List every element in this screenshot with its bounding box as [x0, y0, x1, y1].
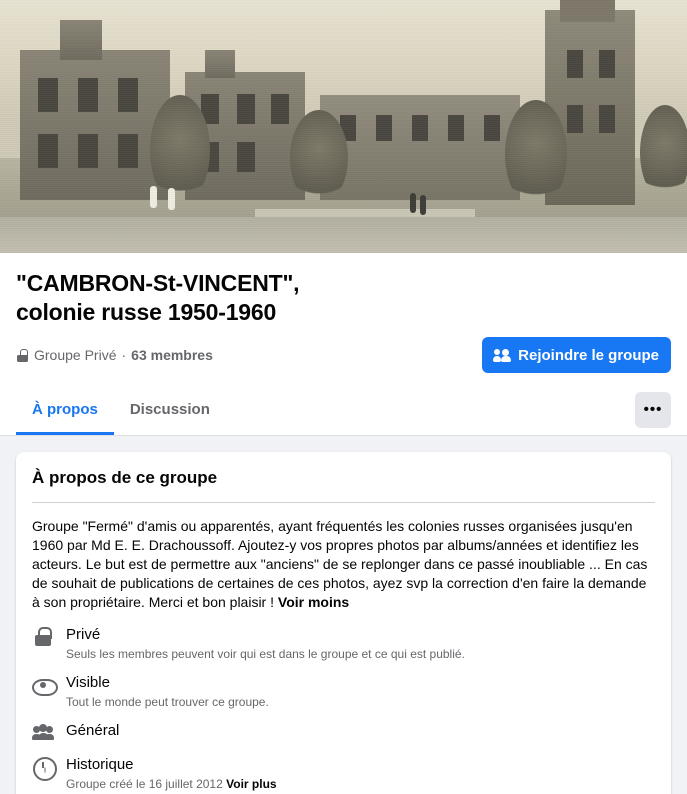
group-title-line2: colonie russe 1950-1960: [16, 299, 277, 325]
group-tabs: [16, 387, 671, 435]
ruin-building-left: [20, 50, 170, 200]
group-title-line1: "CAMBRON-St-VINCENT",: [16, 270, 300, 296]
join-group-button[interactable]: [482, 337, 671, 373]
about-card-title: À propos de ce groupe: [32, 468, 218, 487]
list-item: [32, 720, 655, 744]
more-options-button[interactable]: •••: [635, 392, 671, 428]
person-figure: [168, 188, 175, 210]
person-figure: [150, 186, 157, 208]
person-figure: [410, 193, 416, 213]
cover-water: [0, 217, 687, 253]
person-figure: [420, 195, 426, 215]
about-info-list: [32, 624, 655, 792]
lock-icon: [32, 626, 54, 648]
group-meta-row: [16, 337, 671, 373]
about-card: [16, 452, 671, 794]
group-cover-photo[interactable]: [0, 0, 687, 253]
info-subtitle-prive: Seuls les membres peuvent voir qui est dans le groupe et ce qui est publié.: [66, 647, 465, 661]
info-title-general: Général: [66, 722, 120, 739]
about-description-text: Groupe "Fermé" d'amis ou apparentés, ayant fréquentés les colonies russes organisées jusqu'en 1960 par Md E. E. Drachoussoff. Ajoutez-y vos propres photos par albums/années et identifiez les acteurs. Le but est de permettre aux "anciens" de se replonger dans ce passé inoubliable ... En cas de souhait de publications de certaines de ces photos, ayez svp la correction d'en faire la demande à son propriétaire. Merci et bon plaisir !: [32, 518, 648, 610]
clock-icon: [32, 756, 54, 778]
meta-separator: ·: [121, 347, 127, 363]
tree-icon: [150, 95, 210, 205]
info-title-historique: Historique: [66, 756, 134, 773]
see-more-link[interactable]: Voir plus: [226, 777, 277, 791]
tree-icon: [640, 105, 687, 200]
divider: [32, 502, 655, 503]
tree-icon: [505, 100, 567, 208]
history-created-text: Groupe créé le 16 juillet 2012: [66, 777, 223, 791]
info-subtitle-visible: Tout le monde peut trouver ce groupe.: [66, 695, 269, 709]
list-item: [32, 672, 655, 710]
lock-icon: [16, 349, 29, 362]
group-members-count: 63 membres: [131, 347, 213, 363]
ruin-chimney-left: [60, 20, 102, 60]
tab-discussion[interactable]: Discussion: [129, 401, 210, 418]
about-description: [32, 517, 655, 612]
people-icon: [32, 722, 54, 744]
see-less-link[interactable]: Voir moins: [277, 594, 350, 610]
main-content: [0, 436, 687, 794]
info-subtitle-historique: [66, 776, 277, 792]
list-item: [32, 754, 655, 792]
people-icon: [494, 349, 511, 362]
ruin-tower-top: [560, 0, 615, 22]
page-title: [16, 269, 671, 327]
group-meta: [16, 347, 213, 363]
info-title-prive: Privé: [66, 626, 101, 643]
ruin-building-right: [320, 95, 520, 200]
info-title-visible: Visible: [66, 674, 110, 691]
ruin-chimney-center: [205, 50, 235, 78]
join-group-label: Rejoindre le groupe: [518, 346, 659, 364]
list-item: [32, 624, 655, 662]
tree-icon: [290, 110, 348, 205]
tab-a-propos[interactable]: À propos: [16, 387, 114, 435]
eye-icon: [32, 674, 54, 696]
group-privacy-label: Groupe Privé: [34, 347, 117, 363]
group-header: [0, 253, 687, 436]
